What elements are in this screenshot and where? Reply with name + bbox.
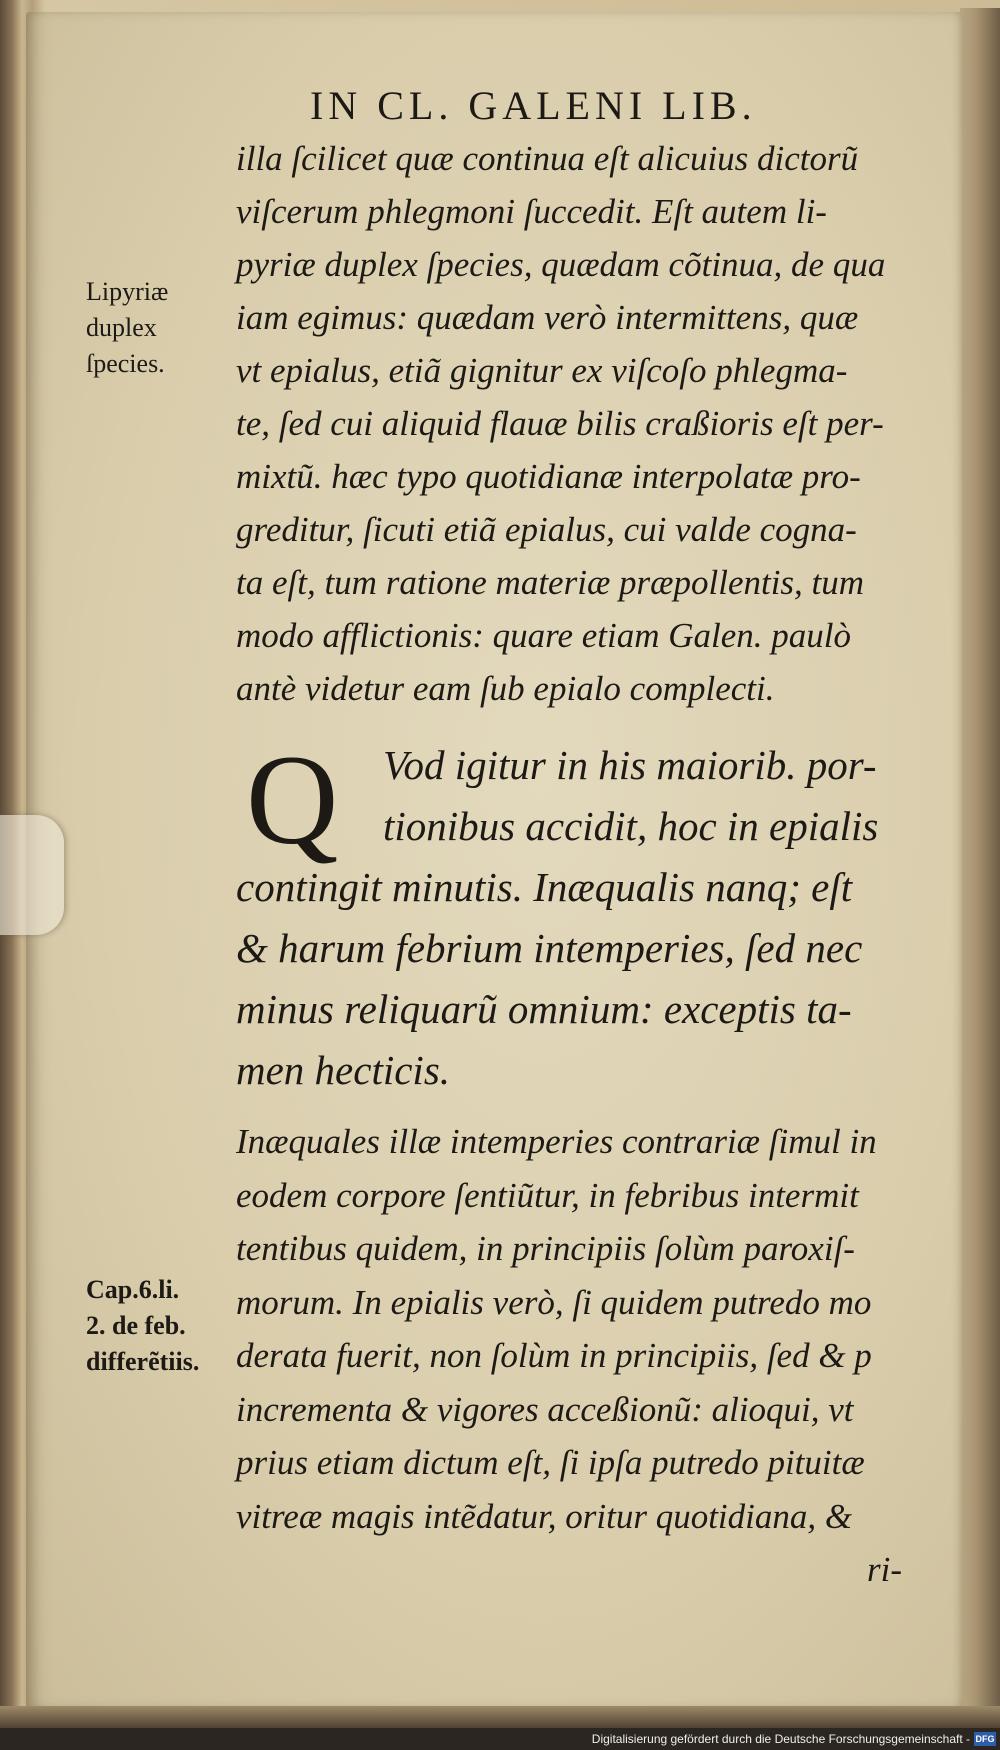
text-line: modo afflictionis: quare etiam Galen. paulò: [236, 616, 852, 655]
text-line: greditur, ſicuti etiã epialus, cui valde cogna-: [236, 510, 857, 549]
marginal-line: duplex: [86, 313, 157, 342]
text-line: antè videtur eam ſub epialo complecti.: [236, 669, 775, 708]
text-line: incrementa & vigores acceßionũ: alioqui, vt: [236, 1389, 854, 1429]
page-clip: [0, 815, 64, 935]
running-title: IN CL. GALENI LIB.: [310, 83, 757, 128]
text-line: ta eſt, tum ratione materiæ præpollentis, tum: [236, 563, 865, 602]
dfg-logo-icon: DFG: [975, 1734, 995, 1744]
text-line: eodem corpore ſentiũtur, in febribus intermit: [236, 1175, 859, 1215]
text-line: contingit minutis. Inæqualis nanq; eſt: [236, 864, 853, 910]
text-line: Inæquales illæ intemperies contrariæ ſimul in: [236, 1122, 877, 1161]
catchword: ri-: [867, 1550, 902, 1589]
text-line: te, ſed cui aliquid flauæ bilis craßioris eſt per-: [236, 404, 884, 443]
marginal-line: Cap.6.li.: [86, 1275, 180, 1304]
marginal-line: Lipyriæ: [86, 277, 169, 306]
drop-cap: Q: [246, 729, 339, 871]
marginal-line: 2. de feb.: [86, 1311, 186, 1340]
text-line: derata fuerit, non ſolùm in principiis, ſed & p: [236, 1336, 872, 1375]
commentary-paragraph-1: [236, 132, 926, 715]
text-line: men hecticis.: [236, 1047, 451, 1093]
text-line: & harum febrium intemperies, ſed nec: [236, 925, 863, 971]
text-line: illa ſcilicet quæ continua eſt alicuius dictorũ: [236, 139, 859, 178]
text-line: morum. In epialis verò, ſi quidem putredo mo: [236, 1282, 872, 1322]
commentary-paragraph-2: [236, 1115, 926, 1597]
text-line: tionibus accidit, hoc in epialis: [383, 803, 879, 849]
text-line: mixtũ. hæc typo quotidianæ interpolatæ pro-: [236, 457, 861, 496]
text-line: prius etiam dictum eſt, ſi ipſa putredo pituitæ: [236, 1443, 865, 1482]
text-line: tentibus quidem, in principiis ſolùm paroxiſ-: [236, 1229, 855, 1268]
text-line: vitreæ magis intẽdatur, oritur quotidiana, &: [236, 1496, 853, 1536]
page-edge-right: [960, 8, 1000, 1713]
text-line: viſcerum phlegmoni ſuccedit. Eſt autem li-: [236, 192, 827, 231]
text-line: Vod igitur in his maiorib. por-: [383, 742, 877, 788]
marginal-line: differẽtiis.: [86, 1347, 200, 1376]
text-line: iam egimus: quædam verò intermittens, quæ: [236, 298, 859, 337]
marginal-note-reference: [86, 1272, 199, 1380]
text-line: pyriæ duplex ſpecies, quædam cõtinua, de qua: [236, 245, 886, 284]
footer-band: [0, 1728, 1000, 1750]
main-text: [236, 132, 926, 1597]
text-line: minus reliquarũ omnium: exceptis ta-: [236, 986, 852, 1032]
page-edge-bottom: [0, 1706, 1000, 1728]
marginal-line: ſpecies.: [86, 349, 165, 378]
galen-lemma: [236, 729, 926, 1101]
text-line: vt epialus, etiã gignitur ex viſcoſo phlegma-: [236, 351, 848, 390]
marginal-note-lipyria: [86, 274, 168, 382]
footer-credit: Digitalisierung gefördert durch die Deutsche Forschungsgemeinschaft -: [591, 1732, 970, 1746]
